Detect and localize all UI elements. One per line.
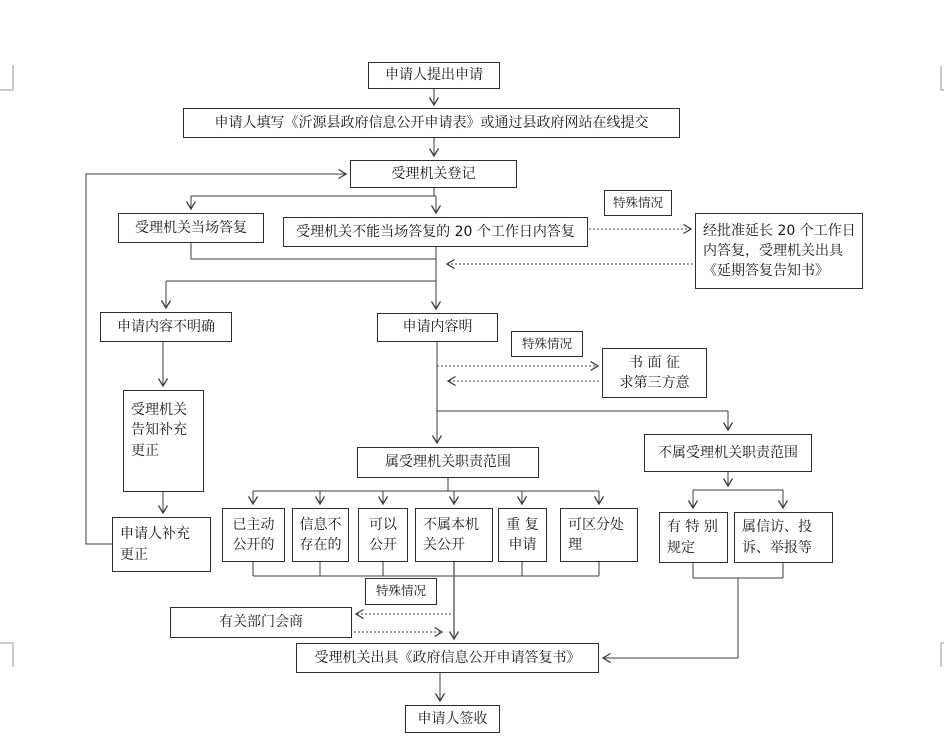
node-notify-supplement-line: 告知补充 [131, 422, 187, 439]
node-content-unclear: 申请内容不明确 [100, 312, 232, 342]
node-not-this-authority-line: 不属本机 [423, 516, 479, 533]
node-notify-supplement [123, 390, 204, 492]
node-department-consultation: 有关部门会商 [170, 607, 352, 638]
node-applicant-supplement [112, 517, 211, 572]
node-info-not-exist [292, 508, 349, 562]
node-repeated-application [498, 508, 547, 562]
node-outside-scope: 不属受理机关职责范围 [644, 434, 812, 472]
node-already-public [222, 508, 285, 562]
node-extend-reply-line: 内答复，受理机关出具 [703, 242, 843, 259]
node-notify-supplement-line: 更正 [131, 442, 159, 459]
node-notify-supplement-line: 受理机关 [131, 402, 187, 418]
node-repeated-application-line: 申请 [508, 537, 537, 553]
node-issue-reply-document: 受理机关出具《政府信息公开申请答复书》 [296, 643, 599, 673]
dotted-connector-lines [354, 229, 693, 632]
node-repeated-application-line: 重 复 [506, 516, 539, 533]
node-can-disclose-line: 公开 [369, 537, 397, 553]
node-not-this-authority [415, 508, 493, 562]
node-special-case-1: 特殊情况 [604, 190, 672, 216]
node-third-party-opinion [602, 348, 707, 398]
node-separable-processing-line: 可区分处 [568, 516, 624, 533]
node-special-rules-line: 规定 [667, 539, 695, 556]
node-already-public-line: 公开的 [232, 537, 275, 553]
node-petition-complaint [734, 512, 833, 563]
node-third-party-opinion-line: 求第三方意 [619, 375, 690, 391]
node-separable-processing [560, 508, 638, 562]
node-extend-reply [695, 213, 863, 289]
node-applicant-submit: 申请人提出申请 [368, 62, 500, 89]
node-applicant-supplement-line: 申请人补充 [120, 526, 190, 543]
node-info-not-exist-line: 信息不 [299, 516, 342, 533]
node-special-case-3: 特殊情况 [365, 578, 437, 605]
node-within-scope: 属受理机关职责范围 [357, 447, 539, 478]
node-reply-within-20-days: 受理机关不能当场答复的 20 个工作日内答复 [283, 217, 588, 247]
node-fill-application-form: 申请人填写《沂源县政府信息公开申请表》或通过县政府网站在线提交 [183, 108, 680, 138]
node-petition-complaint-line: 诉、举报等 [742, 539, 812, 556]
node-content-clear: 申请内容明 [377, 313, 498, 342]
node-already-public-line: 已主动 [232, 516, 275, 533]
node-special-case-2: 特殊情况 [511, 331, 583, 357]
node-info-not-exist-line: 存在的 [299, 537, 342, 553]
node-register: 受理机关登记 [350, 160, 517, 188]
node-third-party-opinion-line: 书 面 征 [629, 354, 680, 371]
node-petition-complaint-line: 属信访、投 [742, 519, 812, 536]
node-not-this-authority-line: 关公开 [423, 537, 465, 553]
node-can-disclose-line: 可以 [369, 516, 397, 533]
node-can-disclose [358, 508, 408, 562]
node-special-rules-line: 有 特 别 [667, 519, 718, 536]
node-special-rules [659, 512, 728, 563]
node-separable-processing-line: 理 [568, 537, 582, 553]
node-onsite-reply: 受理机关当场答复 [118, 213, 264, 243]
page-corner-marks [0, 65, 944, 667]
node-extend-reply-line: 《延期答复告知书》 [703, 263, 829, 280]
node-applicant-sign: 申请人签收 [405, 705, 500, 733]
node-extend-reply-line: 经批准延长 20 个工作日 [703, 222, 856, 239]
node-applicant-supplement-line: 更正 [120, 546, 148, 563]
